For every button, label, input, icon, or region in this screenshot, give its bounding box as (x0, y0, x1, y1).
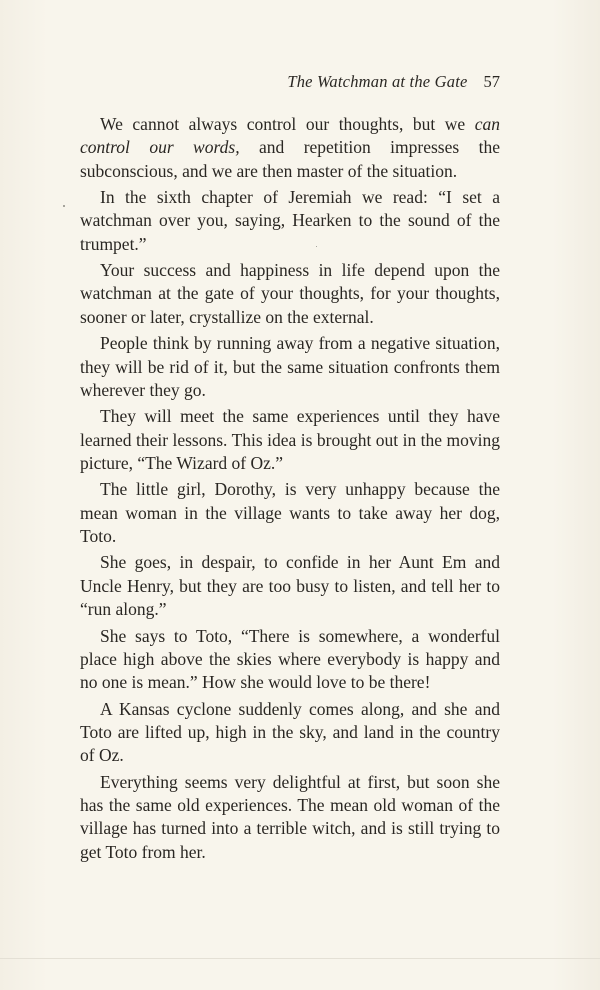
paragraph-7: She goes, in despair, to confide in her Aunt Em and Uncle Henry, but they are too busy to listen, and tell her to “run along.” (80, 552, 500, 620)
chapter-title: The Watchman at the Gate (287, 72, 468, 91)
running-header (80, 72, 500, 92)
paragraph-4: People think by running away from a negative situation, they will be rid of it, but the same situation confronts them wherever they go. (80, 333, 500, 400)
paragraph-3: Your success and happiness in life depend upon the watchman at the gate of your thoughts, for your thoughts, sooner or later, crystallize on the external. (80, 260, 500, 327)
paper-speck (316, 246, 317, 247)
paragraph-2: In the sixth chapter of Jeremiah we read: “I set a watchman over you, saying, Hearken to the sound of the trumpet.” (80, 187, 500, 254)
paragraph-9: A Kansas cyclone suddenly comes along, and she and Toto are lifted up, high in the sky, and land in the country of Oz. (80, 698, 500, 766)
paragraph-6: The little girl, Dorothy, is very unhappy because the mean woman in the village wants to take away her dog, Toto. (80, 479, 500, 546)
paragraph-5: They will meet the same experiences until they have learned their lessons. This idea is brought out in the moving picture, “The Wizard of Oz.” (80, 406, 500, 473)
paragraph-1-emphasis: can control our words, (80, 114, 500, 158)
paper-speck (63, 205, 65, 207)
paragraph-8: She says to Toto, “There is somewhere, a wonderful place high above the skies where everybody is happy and no one is mean.” How she would love to be there! (80, 625, 500, 693)
body-text (80, 113, 500, 867)
paragraph-1-end: and repetition impresses the subconscious, and we are then master of the situation. (80, 137, 500, 181)
paragraph-1-start: We cannot always control our thoughts, but we (100, 114, 475, 134)
paragraph-10: Everything seems very delightful at first, but soon she has the same old experiences. The mean old woman of the village has turned into a terrible witch, and is still trying to get Toto from her. (80, 771, 500, 862)
page-edge-line (0, 958, 600, 959)
paragraph-1 (80, 113, 500, 183)
page-number: 57 (483, 72, 500, 91)
